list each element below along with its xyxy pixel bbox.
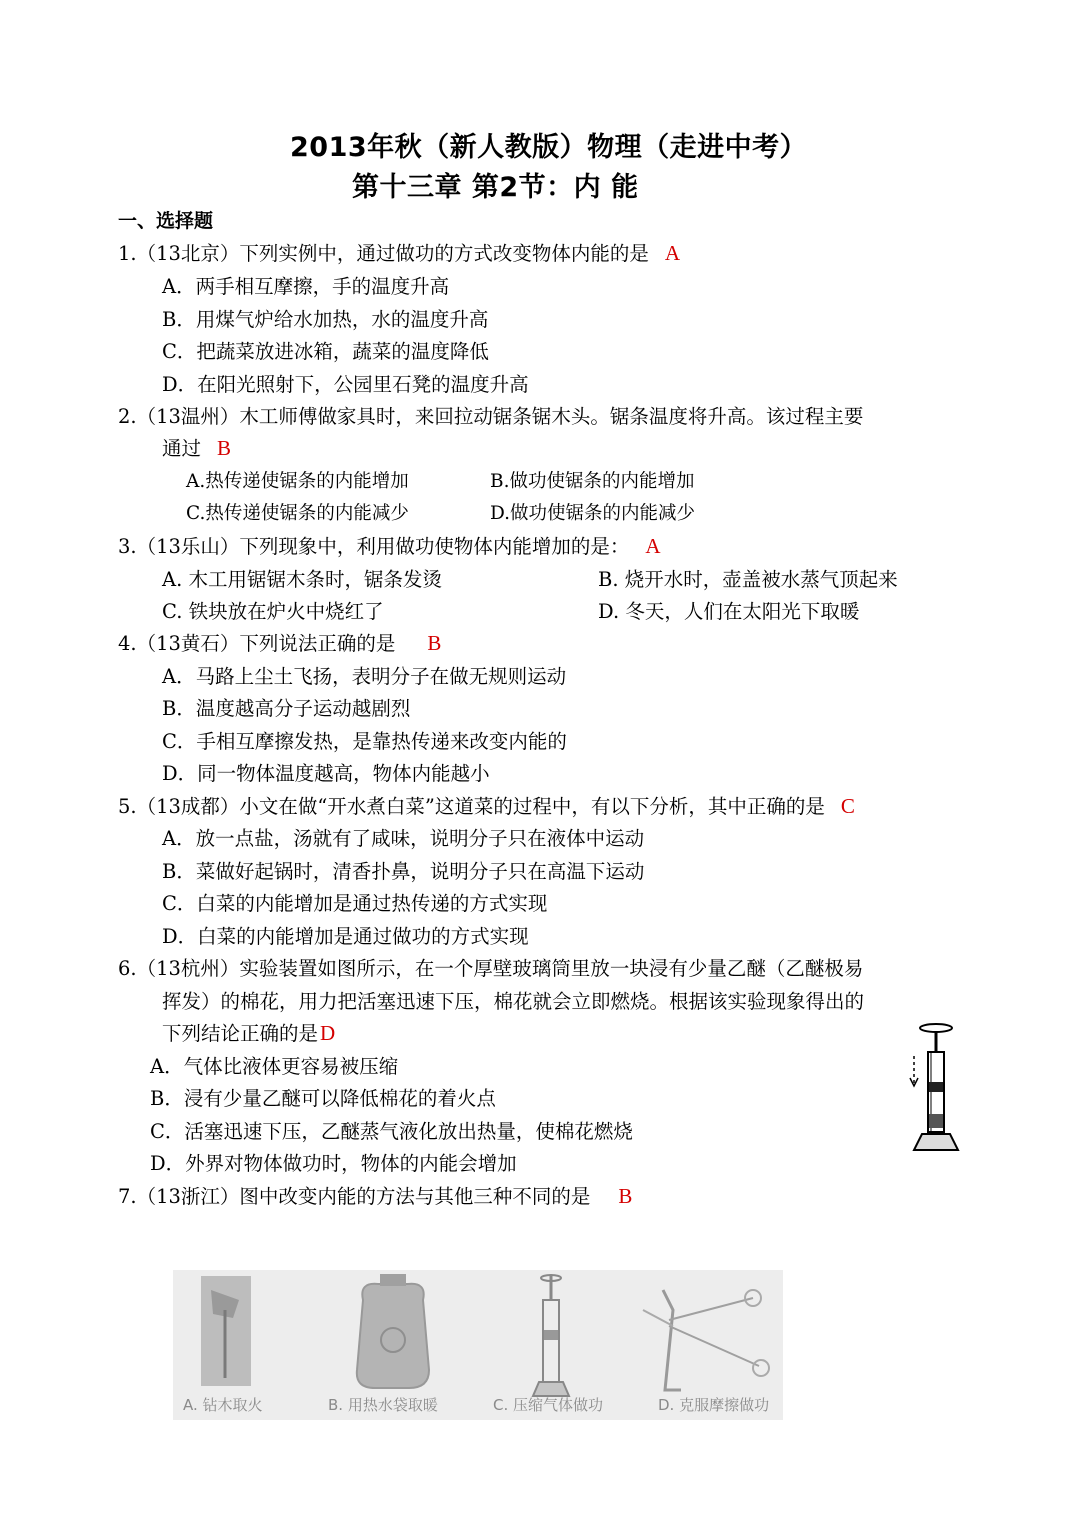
question-1-stem: [118, 238, 680, 266]
question-1-text: 1.（13北京）下列实例中，通过做功的方式改变物体内能的是: [118, 242, 649, 265]
figure-caption-d: D. 克服摩擦做功: [658, 1396, 770, 1414]
question-7-figure-strip: [173, 1270, 783, 1420]
question-5-option-c: C．白菜的内能增加是通过热传递的方式实现: [162, 892, 548, 915]
question-6-stem-line1: 6.（13杭州）实验装置如图所示，在一个厚壁玻璃筒里放一块浸有少量乙醚（乙醚极易: [118, 957, 864, 980]
question-6-option-a: A．气体比液体更容易被压缩: [150, 1055, 399, 1078]
question-5-answer: C: [840, 794, 855, 818]
question-2-option-a: A.热传递使锯条的内能增加: [186, 471, 409, 492]
question-5-option-b: B．菜做好起锅时，清香扑鼻，说明分子只在高温下运动: [162, 860, 645, 883]
question-2-answer: B: [217, 436, 232, 460]
question-1-option-c: C．把蔬菜放进冰箱，蔬菜的温度降低: [162, 340, 489, 363]
chapter-subtitle: 第十三章 第2节：内 能: [352, 172, 639, 203]
question-1-option-b: B．用煤气炉给水加热，水的温度升高: [162, 308, 489, 331]
question-2-text: 通过: [162, 437, 202, 460]
question-6-stem-line3: [162, 1018, 335, 1046]
question-3-option-b: B. 烧开水时，壶盖被水蒸气顶起来: [598, 568, 898, 591]
question-1-option-a: A．两手相互摩擦，手的温度升高: [162, 275, 450, 298]
question-5-text: 5.（13成都）小文在做“开水煮白菜”这道菜的过程中，有以下分析，其中正确的是: [118, 795, 825, 818]
question-2-stem-line1: 2.（13温州）木工师傅做家具时，来回拉动锯条锯木头。锯条温度将升高。该过程主要: [118, 405, 864, 428]
question-6-stem-line2: 挥发）的棉花，用力把活塞迅速下压，棉花就会立即燃烧。根据该实验现象得出的: [162, 990, 865, 1013]
question-4-stem: [118, 628, 441, 656]
question-7-text: 7.（13浙江）图中改变内能的方法与其他三种不同的是: [118, 1185, 591, 1208]
question-1-answer: A: [664, 241, 681, 265]
question-2-option-b: B.做功使锯条的内能增加: [490, 471, 695, 492]
question-5-option-d: D．白菜的内能增加是通过做功的方式实现: [162, 925, 529, 948]
question-4-option-c: C．手相互摩擦发热，是靠热传递来改变内能的: [162, 730, 567, 753]
question-6-answer: D: [320, 1021, 336, 1045]
figure-caption-c: C. 压缩气体做功: [493, 1396, 604, 1414]
figure-caption-b: B. 用热水袋取暖: [328, 1396, 438, 1414]
question-7-stem: [118, 1181, 632, 1209]
question-4-option-a: A．马路上尘土飞扬，表明分子在做无规则运动: [162, 665, 567, 688]
compression-cylinder-figure: [900, 1022, 970, 1157]
question-3-text: 3.（13乐山）下列现象中，利用做功使物体内能增加的是：: [118, 535, 630, 558]
question-6-text: 下列结论正确的是: [162, 1022, 319, 1045]
question-4-answer: B: [427, 631, 442, 655]
question-3-option-a: A. 木工用锯锯木条时，锯条发烫: [162, 568, 442, 591]
rope-friction-drawing: [663, 1290, 681, 1390]
question-6-option-b: B．浸有少量乙醚可以降低棉花的着火点: [150, 1087, 496, 1110]
question-4-text: 4.（13黄石）下列说法正确的是: [118, 632, 396, 655]
figure-caption-a: A. 钻木取火: [183, 1396, 263, 1414]
question-5-stem: [118, 791, 855, 819]
section-heading: 一、选择题: [118, 210, 214, 232]
question-4-option-d: D．同一物体温度越高，物体内能越小: [162, 762, 490, 785]
question-2-stem-line2: [162, 433, 231, 461]
question-6-option-c: C．活塞迅速下压，乙醚蒸气液化放出热量，使棉花燃烧: [150, 1120, 633, 1143]
question-3-option-d: D. 冬天，人们在太阳光下取暖: [598, 600, 860, 623]
hot-water-bag-drawing: [357, 1284, 429, 1388]
question-5-option-a: A．放一点盐，汤就有了咸味，说明分子只在液体中运动: [162, 827, 645, 850]
question-2-option-d: D.做功使锯条的内能减少: [490, 503, 696, 524]
question-4-option-b: B．温度越高分子运动越剧烈: [162, 697, 411, 720]
question-7-answer: B: [618, 1184, 633, 1208]
document-title: 2013年秋（新人教版）物理（走进中考）: [290, 132, 808, 163]
question-3-answer: A: [645, 534, 661, 558]
question-2-option-c: C.热传递使锯条的内能减少: [186, 503, 409, 524]
question-3-stem: [118, 531, 661, 559]
question-3-option-c: C. 铁块放在炉火中烧红了: [162, 600, 384, 623]
question-6-option-d: D．外界对物体做功时，物体的内能会增加: [150, 1152, 517, 1175]
question-1-option-d: D．在阳光照射下，公园里石凳的温度升高: [162, 373, 529, 396]
